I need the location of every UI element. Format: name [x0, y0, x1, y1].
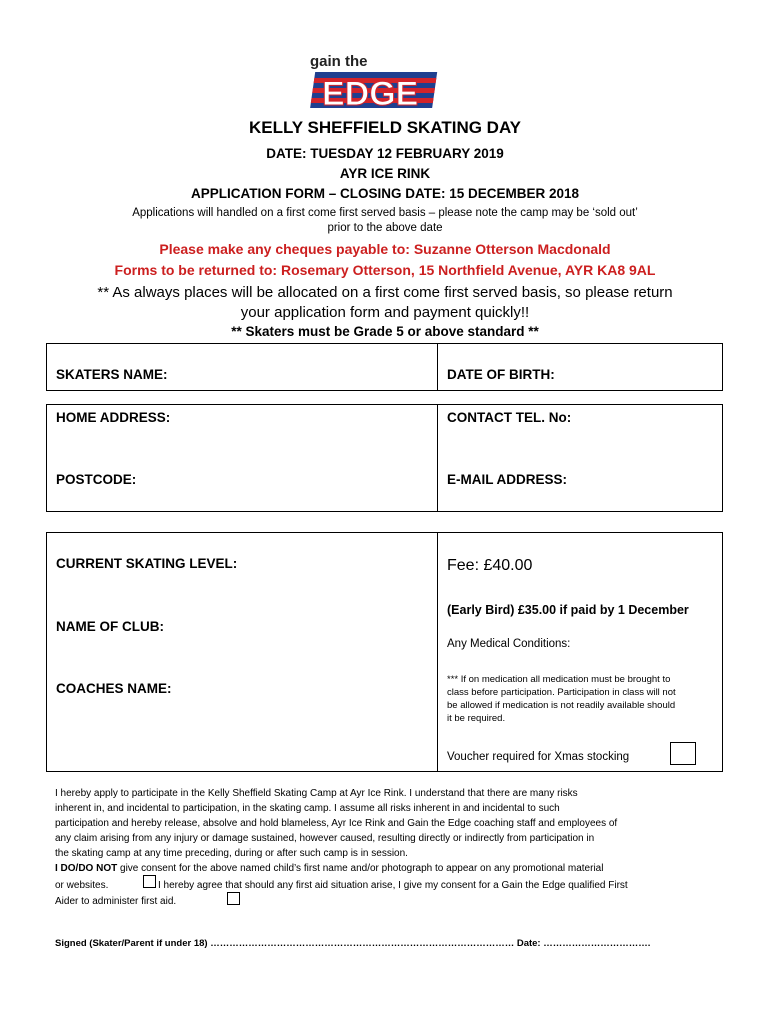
consent-rest: give consent for the above named child’s first name and/or photograph to appear on any promotional material [117, 863, 604, 874]
gain-the-edge-logo [300, 52, 450, 112]
contact-tel-label: CONTACT TEL. No: [447, 410, 572, 425]
first-aid-consent: I hereby agree that should any first aid situation arise, I give my consent for a Gain the Edge qualified First [158, 880, 628, 891]
declaration-line-2: inherent in, and incidental to participation, in the skating camp. I assume all risks inherent in and incidental to such [55, 803, 560, 814]
divider [437, 404, 438, 512]
event-date: DATE: TUESDAY 12 FEBRUARY 2019 [266, 146, 504, 161]
name-of-club-label: NAME OF CLUB: [56, 619, 164, 634]
declaration-line-3: participation and hereby release, absolve and hold blameless, Ayr Ice Rink and Gain the Edge coaching staff and employees of [55, 818, 618, 829]
date-of-birth-label: DATE OF BIRTH: [447, 367, 555, 382]
medication-note-4: it be required. [447, 713, 506, 724]
websites-text: or websites. [55, 880, 109, 891]
medication-note-1: *** If on medication all medication must be brought to [447, 674, 671, 685]
declaration-line-1: I hereby apply to participate in the Kelly Sheffield Skating Camp at Ayr Ice Rink. I understand that there are many risks [55, 788, 578, 799]
return-address: Forms to be returned to: Rosemary Otterson, 15 Northfield Avenue, AYR KA8 9AL [114, 262, 656, 278]
current-skating-level-label: CURRENT SKATING LEVEL: [56, 556, 238, 571]
declaration-line-4: any claim arising from any injury or damage sustained, however caused, resulting directly or indirectly from participation in [55, 833, 595, 844]
medication-note-3: be allowed if medication is not readily available should [447, 700, 676, 711]
venue: AYR ICE RINK [339, 166, 431, 181]
first-aid-checkbox[interactable] [227, 892, 240, 905]
consent-bold: I DO/DO NOT [55, 863, 118, 874]
photo-consent-checkbox[interactable] [143, 875, 156, 888]
fee-amount: Fee: £40.00 [447, 557, 533, 574]
voucher-label: Voucher required for Xmas stocking [447, 751, 630, 763]
early-bird-fee: (Early Bird) £35.00 if paid by 1 December [447, 603, 689, 617]
postcode-label: POSTCODE: [56, 472, 137, 487]
applications-note-1: Applications will handled on a first come first served basis – please note the camp may be ‘sold out’ [132, 207, 638, 219]
divider [437, 343, 438, 391]
grade-requirement: ** Skaters must be Grade 5 or above standard ** [231, 324, 539, 339]
logo-main-text: EDGE [322, 75, 419, 112]
applications-note-2: prior to the above date [327, 222, 443, 234]
skaters-name-label: SKATERS NAME: [56, 367, 168, 382]
home-address-label: HOME ADDRESS: [56, 410, 171, 425]
voucher-checkbox[interactable] [670, 742, 696, 765]
allocation-note-1: ** As always places will be allocated on a first come first served basis, so please return [97, 284, 673, 301]
medical-conditions-label: Any Medical Conditions: [447, 638, 571, 650]
signature-line[interactable]: Signed (Skater/Parent if under 18) …………………………………………………………………………………… Date: ……………………………. [55, 938, 651, 949]
declaration-line-5: the skating camp at any time preceding, during or after such camp is in session. [55, 848, 408, 859]
medication-note-2: class before participation. Participation in class will not [447, 687, 676, 698]
first-aid-consent-2: Aider to administer first aid. [55, 896, 177, 907]
logo-top-text: gain the [310, 53, 368, 70]
cheques-payable: Please make any cheques payable to: Suzanne Otterson Macdonald [159, 241, 611, 257]
email-label: E-MAIL ADDRESS: [447, 472, 568, 487]
divider [437, 532, 438, 772]
allocation-note-2: your application form and payment quickly!! [240, 304, 530, 321]
form-closing-date: APPLICATION FORM – CLOSING DATE: 15 DECEMBER 2018 [190, 186, 580, 201]
coaches-name-label: COACHES NAME: [56, 681, 172, 696]
page-title: KELLY SHEFFIELD SKATING DAY [248, 118, 522, 137]
